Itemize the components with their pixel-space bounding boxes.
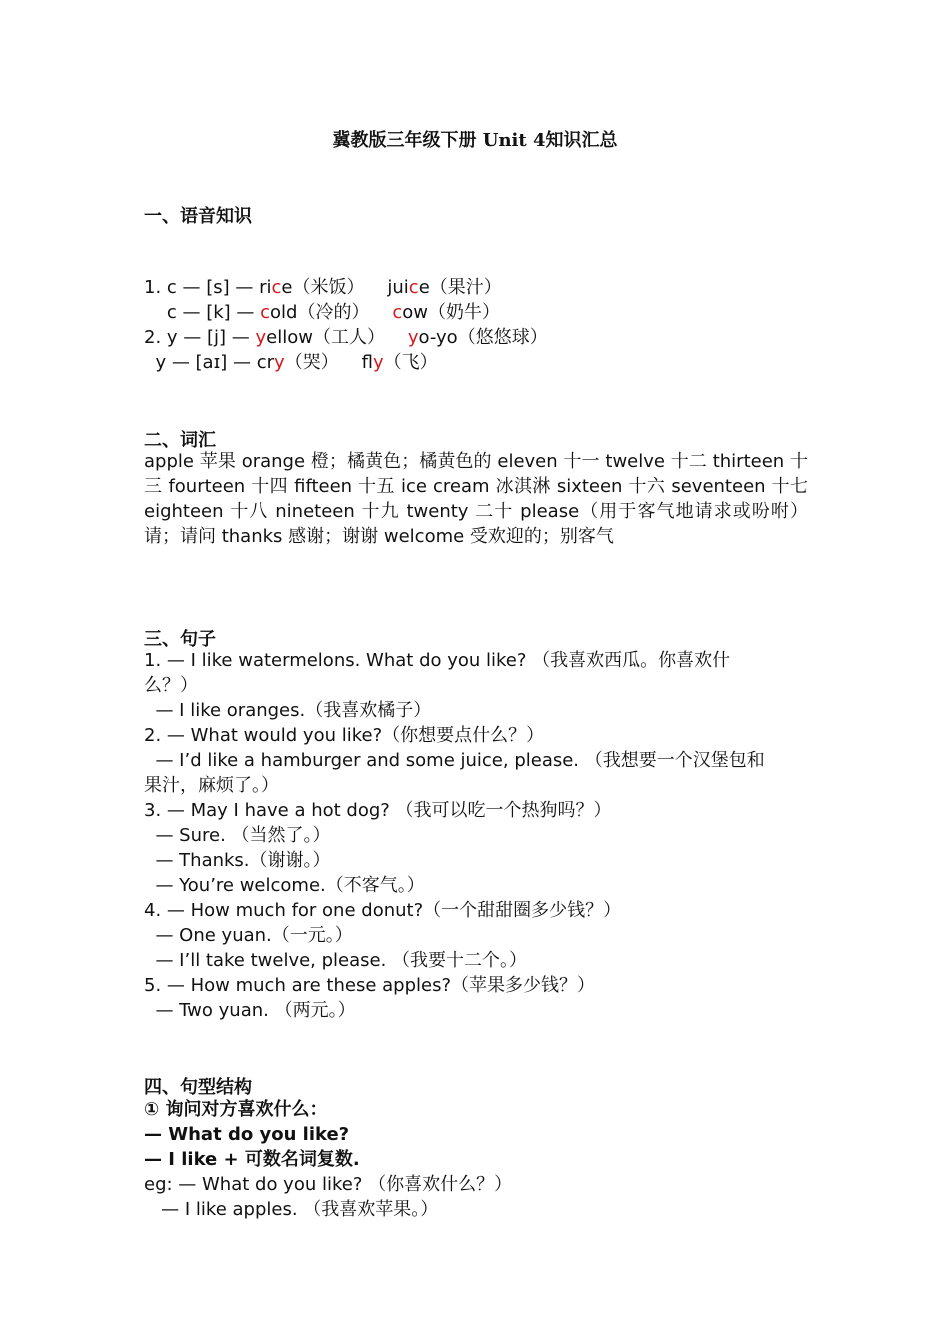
sentence-line: — I like oranges.（我喜欢橘子） <box>144 700 432 721</box>
sentence-line: — I’ll take twelve, please. （我要十二个。） <box>144 950 528 971</box>
phonics-text: y — [aɪ] — cr <box>144 352 275 373</box>
sentence-line: — I’d like a hamburger and some juice, please. （我想要一个汉堡包和 <box>144 750 765 771</box>
highlighted-letter: c <box>271 277 282 298</box>
phonics-line <box>144 300 500 325</box>
highlighted-letter: y <box>372 352 384 373</box>
phonics-line <box>144 350 438 375</box>
highlighted-letter: y <box>255 327 267 348</box>
highlighted-letter: c <box>260 302 271 323</box>
phonics-line <box>144 275 502 300</box>
section-heading-structures: 四、句型结构 <box>144 1077 252 1098</box>
phonics-text: o-yo（悠悠球） <box>418 327 548 348</box>
highlighted-letter: y <box>407 327 419 348</box>
structure-example-line: — I like apples. （我喜欢苹果。） <box>144 1199 439 1220</box>
sentence-line: 4. — How much for one donut?（一个甜甜圈多少钱？） <box>144 900 622 921</box>
phonics-line <box>144 325 548 350</box>
sentence-line: — Thanks.（谢谢。） <box>144 850 331 871</box>
structure-pattern-line: — I like + 可数名词复数. <box>144 1149 360 1170</box>
phonics-text: （哭） fl <box>284 352 373 373</box>
sentence-line: 2. — What would you like?（你想要点什么？） <box>144 725 545 746</box>
sentence-line: 3. — May I have a hot dog? （我可以吃一个热狗吗？） <box>144 800 612 821</box>
phonics-text: old（冷的） <box>270 302 393 323</box>
structure-pattern-line: — What do you like? <box>144 1124 350 1145</box>
phonics-text: 1. c — [s] — ri <box>144 277 272 298</box>
sentence-line: 果汁，麻烦了。） <box>144 775 279 796</box>
highlighted-letter: y <box>274 352 285 373</box>
phonics-text: ellow（工人） <box>266 327 408 348</box>
structure-pattern-line: ① 询问对方喜欢什么： <box>144 1099 328 1120</box>
sentence-line: 1. — I like watermelons. What do you like? （我喜欢西瓜。你喜欢什 <box>144 650 731 671</box>
sentence-line: 么？） <box>144 675 198 696</box>
phonics-text: ow（奶牛） <box>402 302 501 323</box>
phonics-text: 2. y — [j] — <box>144 327 256 348</box>
sentence-line: 5. — How much are these apples?（苹果多少钱？） <box>144 975 596 996</box>
section-heading-sentences: 三、句子 <box>144 629 216 650</box>
structure-example-line: eg: — What do you like? （你喜欢什么？） <box>144 1174 513 1195</box>
page-title: 冀教版三年级下册 Unit 4知识汇总 <box>332 130 618 151</box>
highlighted-letter: c <box>408 277 419 298</box>
phonics-text: e（米饭） jui <box>281 277 409 298</box>
sentence-line: — Two yuan. （两元。） <box>144 1000 356 1021</box>
phonics-text: c — [k] — <box>144 302 261 323</box>
highlighted-letter: c <box>392 302 403 323</box>
phonics-text: e（果汁） <box>418 277 502 298</box>
section-heading-vocabulary: 二、词汇 <box>144 430 216 451</box>
sentence-line: — Sure. （当然了。） <box>144 825 331 846</box>
sentence-line: — One yuan.（一元。） <box>144 925 353 946</box>
section-heading-phonics: 一、语音知识 <box>144 206 252 227</box>
phonics-text: （飞） <box>383 352 438 373</box>
sentence-line: — You’re welcome.（不客气。） <box>144 875 425 896</box>
vocabulary-paragraph: apple 苹果 orange 橙；橘黄色；橘黄色的 eleven 十一 twelve 十二 thirteen 十三 fourteen 十四 fifteen 十五 ice cream 冰淇淋 sixteen 十六 seventeen 十七 eighteen 十八 nineteen 十九 twenty 二十 please（用于客气地请求或吩咐）请；请问 thanks 感谢；谢谢 welcome 受欢迎的；别客气 <box>144 451 808 547</box>
